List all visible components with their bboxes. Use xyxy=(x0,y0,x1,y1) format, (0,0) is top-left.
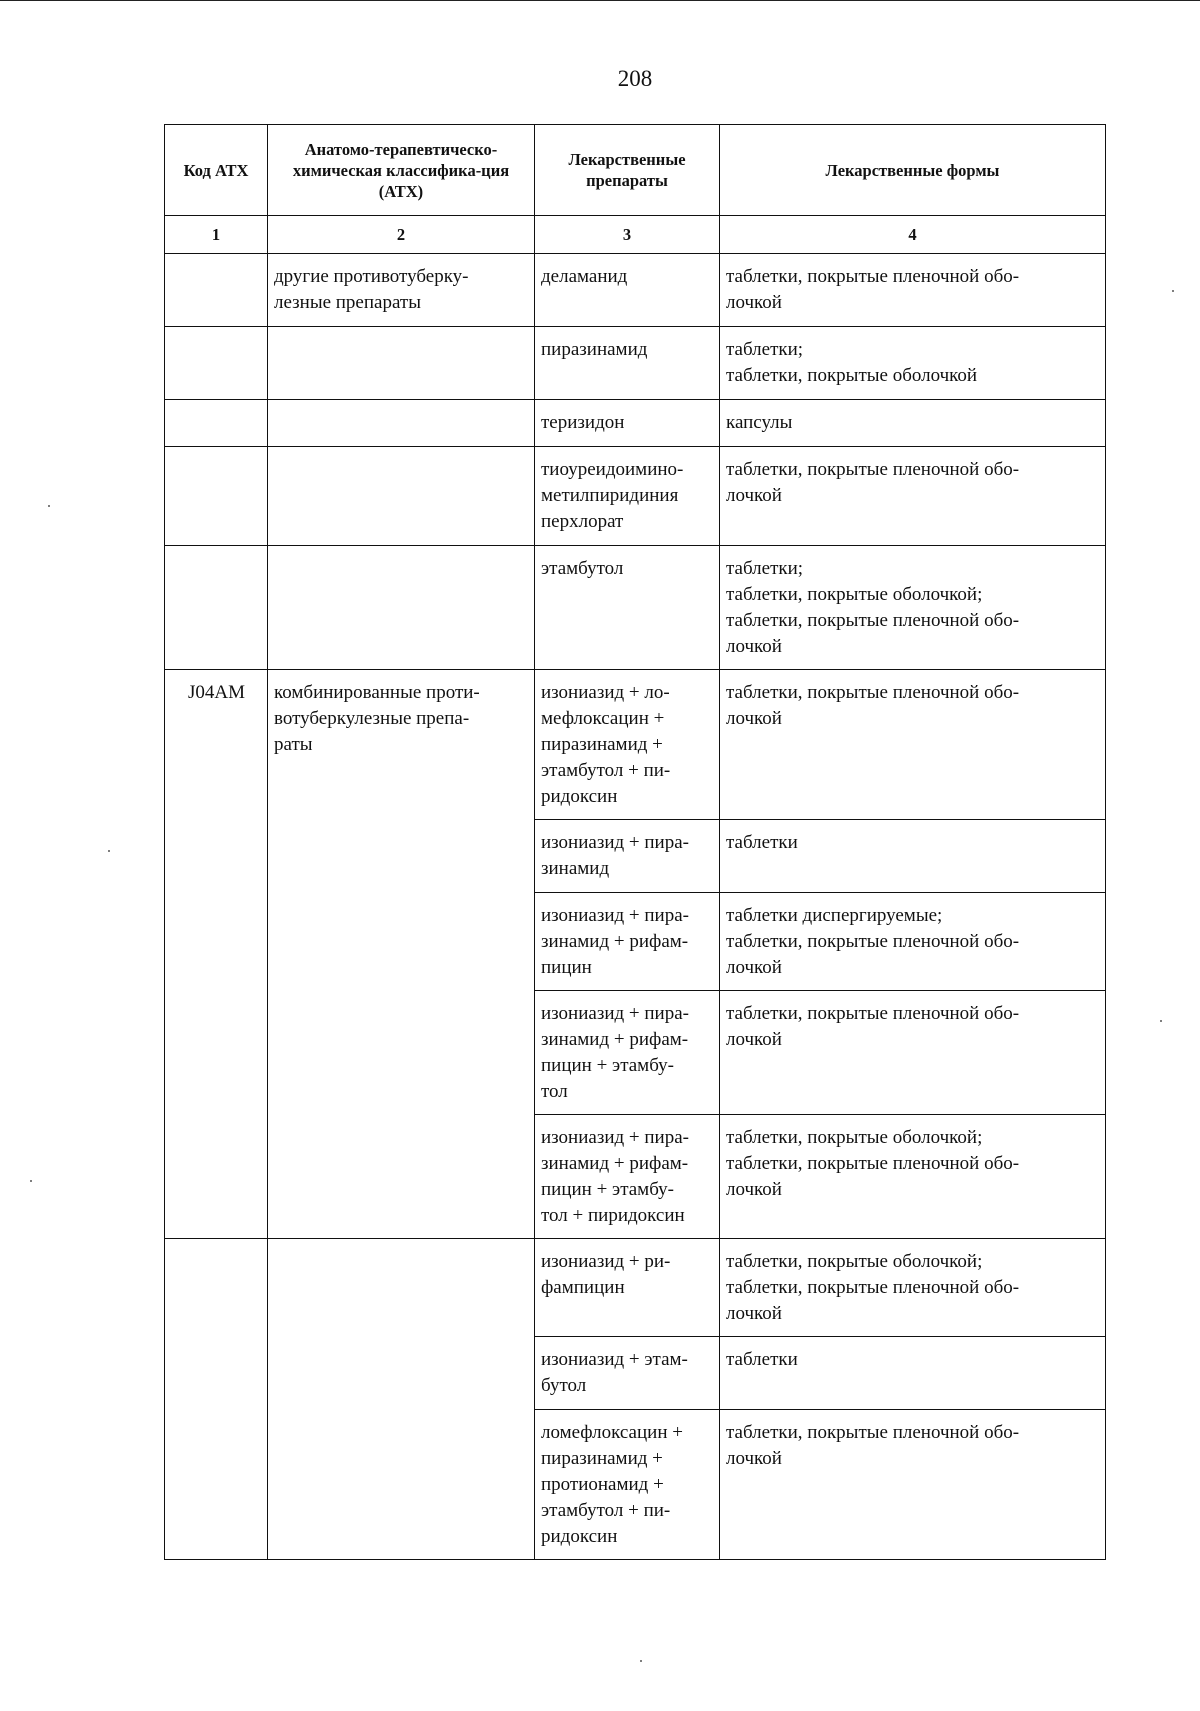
atc-code-cell xyxy=(165,1239,268,1560)
page-number: 208 xyxy=(617,66,653,91)
drug-cell: тиоуреидоимино- метилпиридиния перхлорат xyxy=(535,447,720,546)
drug-cell: изониазид + пира- зинамид + рифам- пицин xyxy=(535,893,720,991)
dosage-form-cell: таблетки xyxy=(720,1337,1106,1410)
drug-cell: изониазид + этам- бутол xyxy=(535,1337,720,1410)
dosage-form-cell: таблетки, покрытые пленочной обо- лочкой xyxy=(720,447,1106,546)
atc-code-cell xyxy=(165,546,268,670)
dosage-form-cell: таблетки, покрытые пленочной обо- лочкой xyxy=(720,991,1106,1115)
classification-cell xyxy=(268,447,535,546)
drug-cell: изониазид + ло- мефлоксацин + пиразинамид + этамбутол + пи- ридоксин xyxy=(535,670,720,820)
drug-cell: изониазид + ри- фампицин xyxy=(535,1239,720,1337)
column-number-row xyxy=(165,216,1106,254)
drug-cell: пиразинамид xyxy=(535,327,720,400)
scan-speck xyxy=(1172,290,1174,292)
table-row xyxy=(165,546,1106,670)
header-atc-code: Код АТХ xyxy=(165,125,268,216)
scan-speck xyxy=(30,1180,32,1182)
column-number: 2 xyxy=(268,216,535,254)
classification-cell xyxy=(268,1239,535,1560)
dosage-form-cell: таблетки, покрытые пленочной обо- лочкой xyxy=(720,1410,1106,1560)
scan-speck xyxy=(108,850,110,852)
table-row xyxy=(165,327,1106,400)
table-row xyxy=(165,670,1106,820)
scan-speck xyxy=(1160,1020,1162,1022)
classification-cell: другие противотуберку- лезные препараты xyxy=(268,254,535,327)
table-row xyxy=(165,254,1106,327)
table-row xyxy=(165,400,1106,447)
dosage-form-cell: таблетки диспергируемые; таблетки, покрытые пленочной обо- лочкой xyxy=(720,893,1106,991)
atc-code-cell xyxy=(165,400,268,447)
dosage-form-cell: таблетки, покрытые оболочкой; таблетки, покрытые пленочной обо- лочкой xyxy=(720,1115,1106,1239)
scan-speck xyxy=(640,1660,642,1662)
column-number: 3 xyxy=(535,216,720,254)
atc-code-cell: J04AM xyxy=(165,670,268,1239)
drug-cell: теризидон xyxy=(535,400,720,447)
classification-cell xyxy=(268,546,535,670)
classification-cell xyxy=(268,400,535,447)
header-drugs: Лекарственные препараты xyxy=(535,125,720,216)
dosage-form-cell: капсулы xyxy=(720,400,1106,447)
header-dosage-forms: Лекарственные формы xyxy=(720,125,1106,216)
atc-drug-table xyxy=(164,124,1106,1560)
dosage-form-cell: таблетки; таблетки, покрытые оболочкой; таблетки, покрытые пленочной обо- лочкой xyxy=(720,546,1106,670)
classification-cell xyxy=(268,327,535,400)
drug-cell: изониазид + пира- зинамид + рифам- пицин + этамбу- тол + пиридоксин xyxy=(535,1115,720,1239)
atc-code-cell xyxy=(165,327,268,400)
column-number: 1 xyxy=(165,216,268,254)
classification-cell: комбинированные проти- вотуберкулезные препа- раты xyxy=(268,670,535,1239)
table-row xyxy=(165,447,1106,546)
drug-cell: изониазид + пира- зинамид + рифам- пицин + этамбу- тол xyxy=(535,991,720,1115)
table-row xyxy=(165,1239,1106,1337)
drug-cell: деламанид xyxy=(535,254,720,327)
drug-cell: изониазид + пира- зинамид xyxy=(535,820,720,893)
column-number: 4 xyxy=(720,216,1106,254)
atc-code-cell xyxy=(165,254,268,327)
drug-cell: этамбутол xyxy=(535,546,720,670)
dosage-form-cell: таблетки xyxy=(720,820,1106,893)
dosage-form-cell: таблетки, покрытые оболочкой; таблетки, покрытые пленочной обо- лочкой xyxy=(720,1239,1106,1337)
dosage-form-cell: таблетки, покрытые пленочной обо- лочкой xyxy=(720,670,1106,820)
drug-cell: ломефлоксацин + пиразинамид + протионамид + этамбутол + пи- ридоксин xyxy=(535,1410,720,1560)
scan-speck xyxy=(48,505,50,507)
header-row xyxy=(165,125,1106,216)
atc-code-cell xyxy=(165,447,268,546)
dosage-form-cell: таблетки; таблетки, покрытые оболочкой xyxy=(720,327,1106,400)
dosage-form-cell: таблетки, покрытые пленочной обо- лочкой xyxy=(720,254,1106,327)
header-atc-classification: Анатомо-терапевтическо-химическая классифика-ция (АТХ) xyxy=(268,125,535,216)
scan-top-edge xyxy=(0,0,1200,1)
